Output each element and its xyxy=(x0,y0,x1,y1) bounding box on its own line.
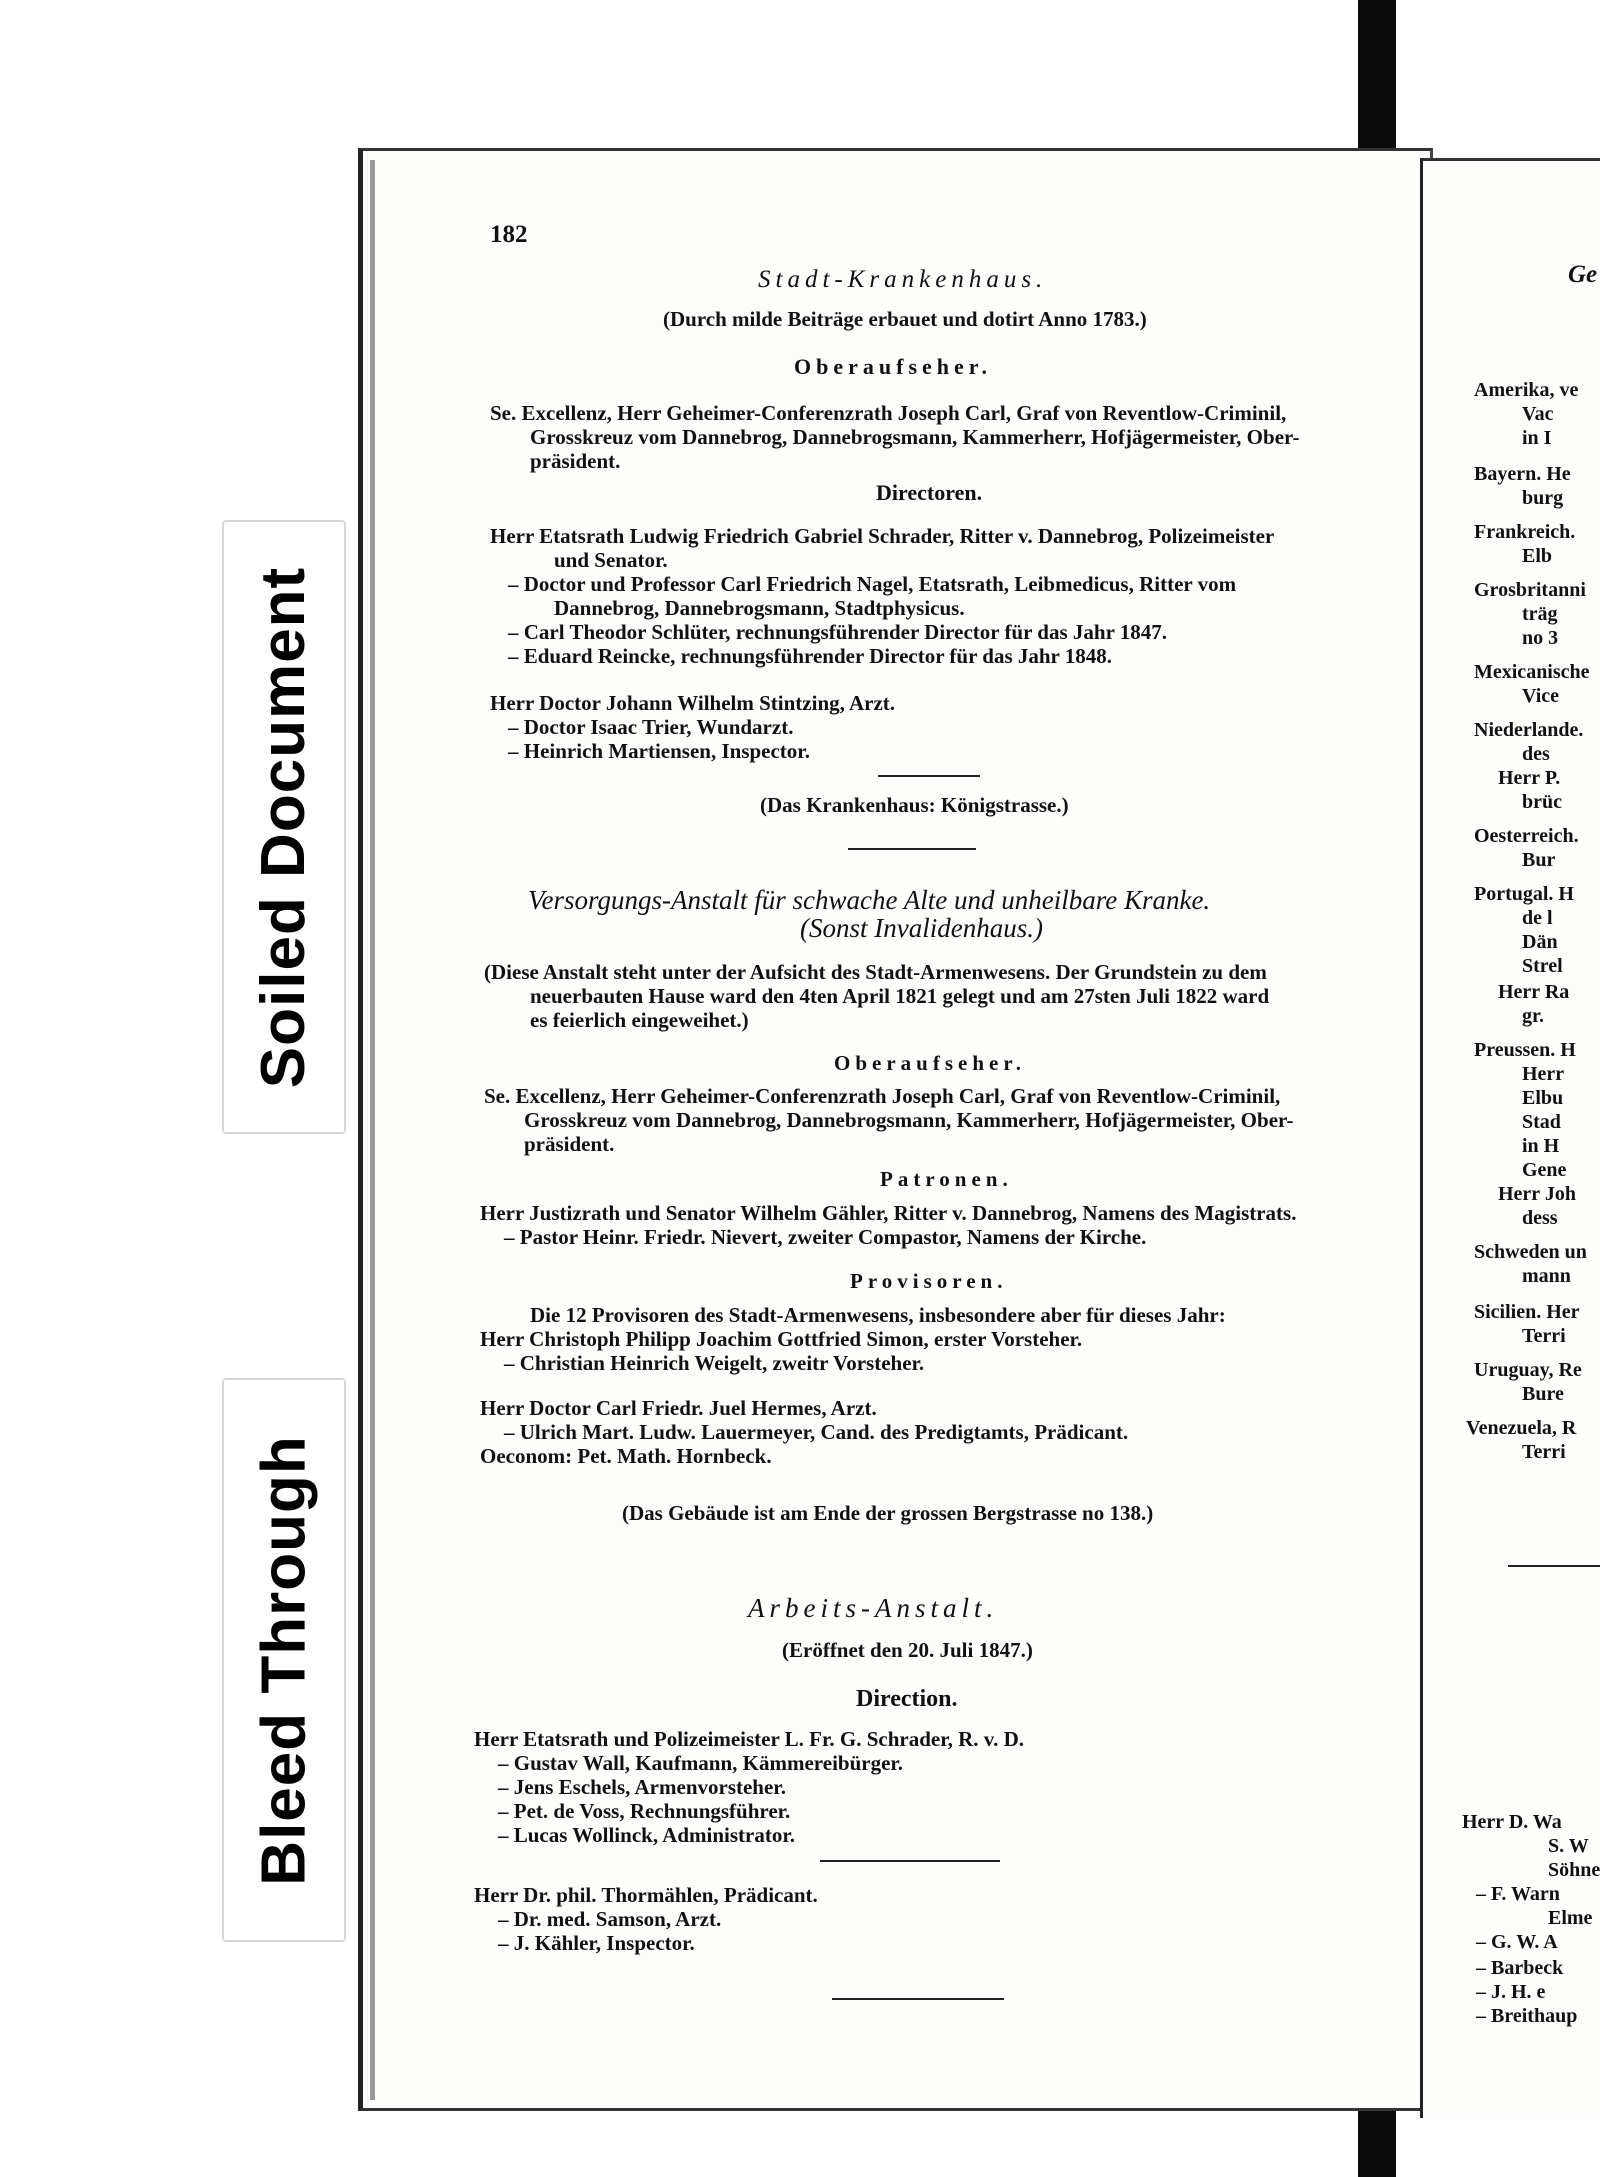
s1-ober-line-2: Grosskreuz vom Dannebrog, Dannebrogsmann, Kammerherr, Hofjägermeister, Ober- xyxy=(530,425,1300,449)
rp-line: Elme xyxy=(1548,1907,1593,1929)
s1-dir-line-6: – Eduard Reincke, rechnungsführender Director für das Jahr 1848. xyxy=(508,644,1112,668)
rp-line: Portugal. H xyxy=(1474,883,1574,905)
rp-line: Gene xyxy=(1522,1159,1567,1181)
rp-line: Amerika, ve xyxy=(1474,379,1579,401)
rp-line: Herr D. Wa xyxy=(1462,1811,1562,1833)
rp-line: Bur xyxy=(1522,849,1556,871)
rp-line: Grosbritanni xyxy=(1474,579,1586,601)
soiled-document-tab xyxy=(222,520,346,1134)
rp-line: Uruguay, Re xyxy=(1474,1359,1582,1381)
s1-staff-line-2: – Doctor Isaac Trier, Wundarzt. xyxy=(508,715,794,739)
s1-address: (Das Krankenhaus: Königstrasse.) xyxy=(760,793,1069,817)
rp-line: Stad xyxy=(1522,1111,1561,1133)
s2-title-line-2: (Sonst Invalidenhaus.) xyxy=(800,913,1043,943)
rp-line: – Barbeck xyxy=(1476,1957,1564,1979)
rp-line: Schweden un xyxy=(1474,1241,1587,1263)
s3-staff-line-1: Herr Dr. phil. Thormählen, Prädicant. xyxy=(474,1883,818,1907)
s2-intro-line-1: (Diese Anstalt steht unter der Aufsicht des Stadt-Armenwesens. Der Grundstein zu dem xyxy=(484,960,1267,984)
s1-heading-oberaufseher: Oberaufseher. xyxy=(794,354,993,379)
rp-line: Vice xyxy=(1522,685,1560,707)
rp-line: – Breithaup xyxy=(1476,2005,1578,2027)
bleed-through-label: Bleed Through xyxy=(249,1434,319,1886)
rp-line: Elbu xyxy=(1522,1087,1564,1109)
rp-line: mann xyxy=(1522,1265,1571,1287)
s3-direction-line-1: Herr Etatsrath und Polizeimeister L. Fr. G. Schrader, R. v. D. xyxy=(474,1727,1025,1751)
s2-staff-line-2: – Ulrich Mart. Ludw. Lauermeyer, Cand. des Predigtamts, Prädicant. xyxy=(504,1420,1129,1444)
s2-intro-line-2: neuerbauten Hause ward den 4ten April 1821 gelegt und am 27sten Juli 1822 ward xyxy=(530,984,1270,1008)
rp-line: Bure xyxy=(1522,1383,1564,1405)
rp-line: – G. W. A xyxy=(1476,1931,1558,1953)
rp-line: des xyxy=(1522,743,1550,765)
s2-heading-oberaufseher: Oberaufseher. xyxy=(834,1051,1026,1075)
rp-line: Bayern. He xyxy=(1474,463,1571,485)
s2-provisoren-line-3: – Christian Heinrich Weigelt, zweitr Vorsteher. xyxy=(504,1351,925,1375)
s2-staff-line-1: Herr Doctor Carl Friedr. Juel Hermes, Arzt. xyxy=(480,1396,877,1420)
s1-short-rule xyxy=(878,775,980,777)
rp-line: Preussen. H xyxy=(1474,1039,1576,1061)
rp-line: Herr Joh xyxy=(1498,1183,1576,1205)
s1-dir-line-3: – Doctor und Professor Carl Friedrich Nagel, Etatsrath, Leibmedicus, Ritter vom xyxy=(508,572,1237,596)
rp-line: Frankreich. xyxy=(1474,521,1576,543)
s2-intro-line-3: es feierlich eingeweihet.) xyxy=(530,1008,749,1032)
s2-heading-provisoren: Provisoren. xyxy=(850,1269,1008,1293)
rp-line: dess xyxy=(1522,1207,1558,1229)
rp-header: Ge xyxy=(1568,261,1598,288)
s3-title: Arbeits-Anstalt. xyxy=(748,1593,999,1623)
rp-line: Söhne xyxy=(1548,1859,1600,1881)
rp-line: Niederlande. xyxy=(1474,719,1584,741)
rp-line: Elb xyxy=(1522,545,1553,567)
rp-line: Terri xyxy=(1522,1325,1566,1347)
s2-patronen-line-2: – Pastor Heinr. Friedr. Nievert, zweiter Compastor, Namens der Kirche. xyxy=(504,1225,1147,1249)
rp-line: Vac xyxy=(1522,403,1554,425)
s1-ober-line-3: präsident. xyxy=(530,449,621,473)
s1-end-rule xyxy=(848,848,976,850)
rp-line: träg xyxy=(1522,603,1558,625)
rp-line: in H xyxy=(1522,1135,1560,1157)
s1-dir-line-4: Dannebrog, Dannebrogsmann, Stadtphysicus. xyxy=(554,596,965,620)
rp-line: Herr P. xyxy=(1498,767,1561,789)
s2-heading-patronen: Patronen. xyxy=(880,1167,1013,1191)
soiled-document-label: Soiled Document xyxy=(249,566,319,1088)
s2-staff-line-3: Oeconom: Pet. Math. Hornbeck. xyxy=(480,1444,772,1468)
s2-patronen-line-1: Herr Justizrath und Senator Wilhelm Gähler, Ritter v. Dannebrog, Namens des Magistrats. xyxy=(480,1201,1297,1225)
s3-direction-line-2: – Gustav Wall, Kaufmann, Kämmereibürger. xyxy=(498,1751,904,1775)
s3-direction-line-3: – Jens Eschels, Armenvorsteher. xyxy=(498,1775,786,1799)
rp-line: Strel xyxy=(1522,955,1563,977)
s1-subtitle: (Durch milde Beiträge erbauet und dotirt Anno 1783.) xyxy=(663,307,1147,331)
rp-line: Sicilien. Her xyxy=(1474,1301,1580,1323)
s1-heading-directoren: Directoren. xyxy=(876,480,983,505)
rp-line: – F. Warn xyxy=(1476,1883,1560,1905)
rp-line: de l xyxy=(1522,907,1553,929)
s3-mid-rule xyxy=(820,1860,1000,1862)
rp-line: Herr xyxy=(1522,1063,1565,1085)
rp-line: in I xyxy=(1522,427,1552,449)
s2-address: (Das Gebäude ist am Ende der grossen Bergstrasse no 138.) xyxy=(622,1501,1154,1525)
rp-line: Dän xyxy=(1522,931,1558,953)
s1-dir-line-2: und Senator. xyxy=(554,548,668,572)
rp-line: burg xyxy=(1522,487,1564,509)
s2-title-line-1: Versorgungs-Anstalt für schwache Alte und unheilbare Kranke. xyxy=(528,885,1211,915)
bleed-through-tab xyxy=(222,1378,346,1942)
page-number: 182 xyxy=(490,221,528,248)
s3-direction-line-5: – Lucas Wollinck, Administrator. xyxy=(498,1823,795,1847)
s1-staff-line-1: Herr Doctor Johann Wilhelm Stintzing, Arzt. xyxy=(490,691,896,715)
rp-line: Oesterreich. xyxy=(1474,825,1579,847)
rp-line: Terri xyxy=(1522,1441,1566,1463)
page-edge-shadow xyxy=(370,160,375,2100)
rp-line: brüc xyxy=(1522,791,1562,813)
rp-line: Mexicanische xyxy=(1474,661,1590,683)
s3-direction-line-4: – Pet. de Voss, Rechnungsführer. xyxy=(498,1799,791,1823)
rp-rule xyxy=(1508,1565,1600,1567)
s2-ober-line-2: Grosskreuz vom Dannebrog, Dannebrogsmann, Kammerherr, Hofjägermeister, Ober- xyxy=(524,1108,1294,1132)
s1-ober-line-1: Se. Excellenz, Herr Geheimer-Conferenzrath Joseph Carl, Graf von Reventlow-Criminil, xyxy=(490,401,1287,425)
s1-staff-line-3: – Heinrich Martiensen, Inspector. xyxy=(508,739,810,763)
rp-line: no 3 xyxy=(1522,627,1559,649)
s2-ober-line-3: präsident. xyxy=(524,1132,615,1156)
s3-staff-line-2: – Dr. med. Samson, Arzt. xyxy=(498,1907,722,1931)
s1-dir-line-1: Herr Etatsrath Ludwig Friedrich Gabriel Schrader, Ritter v. Dannebrog, Polizeimeister xyxy=(490,524,1275,548)
s1-dir-line-5: – Carl Theodor Schlüter, rechnungsführender Director für das Jahr 1847. xyxy=(508,620,1168,644)
rp-line: gr. xyxy=(1522,1005,1545,1027)
s1-title: Stadt-Krankenhaus. xyxy=(758,266,1048,293)
s3-heading-direction: Direction. xyxy=(856,1686,958,1712)
s3-subtitle: (Eröffnet den 20. Juli 1847.) xyxy=(782,1638,1033,1662)
s3-staff-line-3: – J. Kähler, Inspector. xyxy=(498,1931,695,1955)
s2-ober-line-1: Se. Excellenz, Herr Geheimer-Conferenzrath Joseph Carl, Graf von Reventlow-Criminil, xyxy=(484,1084,1281,1108)
s2-provisoren-line-2: Herr Christoph Philipp Joachim Gottfried Simon, erster Vorsteher. xyxy=(480,1327,1083,1351)
rp-line: – J. H. e xyxy=(1476,1981,1546,2003)
rp-line: Herr Ra xyxy=(1498,981,1570,1003)
s3-end-rule xyxy=(832,1998,1004,2000)
rp-line: S. W xyxy=(1548,1835,1589,1857)
s2-provisoren-line-1: Die 12 Provisoren des Stadt-Armenwesens, insbesondere aber für dieses Jahr: xyxy=(530,1303,1226,1327)
rp-line: Venezuela, R xyxy=(1466,1417,1577,1439)
